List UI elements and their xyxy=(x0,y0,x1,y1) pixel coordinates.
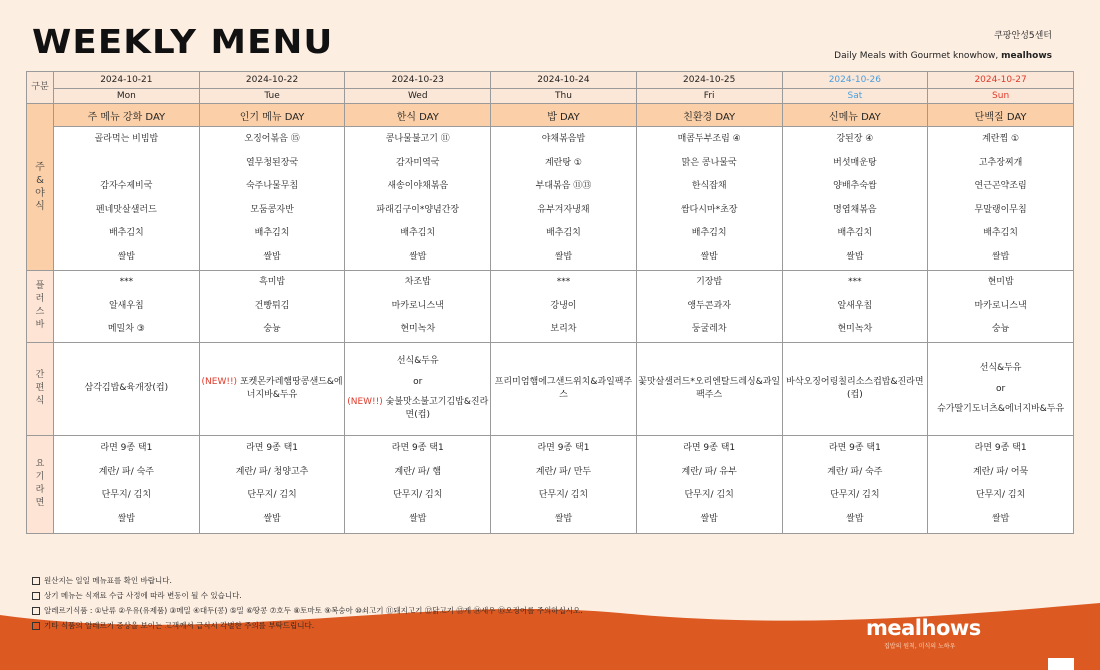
ramen-item: 라면 9종 택1 xyxy=(537,443,590,453)
plus-cell xyxy=(491,271,637,343)
row-label-char: 주 xyxy=(35,162,45,173)
main-item: 배추김치 xyxy=(837,228,873,238)
day-cell: Wed xyxy=(345,89,491,104)
snack-item: or xyxy=(996,383,1006,394)
plus-item: 차조밥 xyxy=(404,277,431,287)
main-cell xyxy=(54,127,200,271)
ramen-item: 쌀밥 xyxy=(409,513,427,524)
main-item: 버섯매운탕 xyxy=(833,157,877,168)
logo-meal: meal xyxy=(866,616,922,640)
plus-item: *** xyxy=(119,277,134,287)
footer-note xyxy=(32,603,583,618)
ramen-cell xyxy=(636,435,782,533)
main-item: 콩나물불고기 ⑪ xyxy=(385,134,450,144)
main-item: 모둠콩자반 xyxy=(250,204,294,215)
ramen-item: 단무지/ 김치 xyxy=(684,490,734,500)
plus-item: 알새우칩 xyxy=(837,300,873,311)
snack-item: 선식&두유 xyxy=(979,362,1022,373)
date-cell: 2024-10-25 xyxy=(636,72,782,89)
snack-cell xyxy=(636,342,782,435)
checkbox-icon xyxy=(32,592,40,600)
checkbox-icon xyxy=(32,607,40,615)
weekly-menu-table xyxy=(26,71,1074,534)
main-item: 쌈다시마*초장 xyxy=(680,204,738,215)
ramen-item: 계란/ 파/ 숙주 xyxy=(827,466,883,477)
main-item: 쌀밥 xyxy=(117,251,136,262)
main-item: 배추김치 xyxy=(691,228,727,238)
main-cell xyxy=(491,127,637,271)
plus-item: 숭늉 xyxy=(991,324,1010,334)
main-item: 고추장찌개 xyxy=(978,157,1023,168)
day-cell: Tue xyxy=(199,89,345,104)
plus-cell xyxy=(345,271,491,343)
snack-item: 프리미엄햄에그샌드위치&과일팩주스 xyxy=(494,376,633,400)
ramen-item: 라면 9종 택1 xyxy=(683,443,736,453)
ramen-item: 라면 9종 택1 xyxy=(974,443,1027,453)
theme-cell: 단백질 DAY xyxy=(928,104,1074,127)
main-item: 골라먹는 비빔밥 xyxy=(94,134,159,144)
brand-subtitle xyxy=(834,46,1052,66)
main-item: 야채볶음밥 xyxy=(541,134,586,144)
ramen-item: 단무지/ 김치 xyxy=(538,490,589,500)
ramen-cell xyxy=(199,435,345,533)
row-label-plus xyxy=(27,271,54,343)
theme-cell: 밥 DAY xyxy=(491,104,637,127)
main-item: 감자미역국 xyxy=(396,157,440,168)
main-cell xyxy=(345,127,491,271)
main-cell xyxy=(928,127,1074,271)
snack-cell xyxy=(345,342,491,435)
row-label-char: 바 xyxy=(35,320,45,331)
row-label-char: 스 xyxy=(35,307,45,318)
snack-item: (NEW!!) 숯불맛소불고기김밥&진라면(컵) xyxy=(347,397,489,420)
main-item: 쌀밥 xyxy=(700,251,718,262)
row-label-char: 기 xyxy=(35,472,45,482)
day-cell: Sun xyxy=(928,89,1074,104)
snack-cell xyxy=(54,342,200,435)
ramen-cell xyxy=(54,435,200,533)
plus-item: 앵두콘과자 xyxy=(687,300,731,311)
plus-item: 마카로니스낵 xyxy=(974,300,1027,311)
plus-cell xyxy=(782,271,928,343)
row-label-char: 플 xyxy=(35,281,45,292)
ramen-item: 계란/ 파/ 어묵 xyxy=(972,466,1029,477)
row-label-char: 식 xyxy=(35,396,45,406)
snack-cell xyxy=(782,342,928,435)
plus-item: 숭늉 xyxy=(263,324,281,334)
date-cell: 2024-10-26 xyxy=(782,72,928,89)
main-item: 펜네맛살샐러드 xyxy=(95,204,157,215)
ramen-item: 단무지/ 김치 xyxy=(393,490,443,500)
main-item: 연근곤약조림 xyxy=(974,181,1027,191)
day-cell: Sat xyxy=(782,89,928,104)
main-item: 파래김구이*양념간장 xyxy=(376,204,460,215)
main-item: 부대볶음 ⑪⑬ xyxy=(535,181,592,191)
snack-item: 슈가딸기도너츠&에너지바&두유 xyxy=(937,403,1065,414)
snack-item: 선식&두유 xyxy=(396,356,439,366)
ramen-item: 쌀밥 xyxy=(846,513,864,524)
page-title: WEEKLY MENU xyxy=(32,22,334,61)
new-badge: (NEW!!) xyxy=(201,376,238,387)
footer-note-text: 원산지는 일일 메뉴표를 확인 바랍니다. xyxy=(44,576,172,585)
ramen-cell xyxy=(928,435,1074,533)
theme-cell: 인기 메뉴 DAY xyxy=(199,104,345,127)
date-cell: 2024-10-22 xyxy=(199,72,345,89)
main-cell xyxy=(636,127,782,271)
theme-cell: 친환경 DAY xyxy=(636,104,782,127)
footer-note xyxy=(32,618,583,633)
theme-cell: 주 메뉴 강화 DAY xyxy=(54,104,200,127)
snack-cell xyxy=(491,342,637,435)
plus-item: 보리차 xyxy=(550,324,577,334)
new-badge: (NEW!!) xyxy=(347,397,383,407)
main-item: 한식잡채 xyxy=(691,181,727,191)
ramen-item: 쌀밥 xyxy=(991,513,1010,524)
main-item: 새송이야채볶음 xyxy=(387,181,449,191)
plus-cell xyxy=(54,271,200,343)
ramen-item: 계란/ 파/ 만두 xyxy=(535,466,592,477)
brand-header xyxy=(834,26,1052,66)
snack-cell xyxy=(199,342,345,435)
plus-item: 둥굴레차 xyxy=(691,324,727,334)
ramen-item: 라면 9종 택1 xyxy=(828,443,881,453)
snack-item: or xyxy=(413,377,423,387)
snack-item: 바삭오징어링칠리소스컵밥&진라면(컵) xyxy=(786,376,924,400)
main-item: 오징어볶음 ⑮ xyxy=(244,134,300,144)
row-label-char: 식 xyxy=(35,201,45,212)
day-cell: Thu xyxy=(491,89,637,104)
plus-item: 현미녹차 xyxy=(400,324,436,334)
main-item: 감자수제비국 xyxy=(100,181,153,191)
snack-item: (NEW!!) 포켓몬카레햄땅콩샌드&에너지바&두유 xyxy=(201,376,343,400)
day-cell: Mon xyxy=(54,89,200,104)
ramen-item: 라면 9종 택1 xyxy=(246,443,299,453)
snack-item: 삼각김밥&육개장(컵) xyxy=(84,383,169,393)
row-label-char: 야 xyxy=(35,188,45,199)
plus-item: 흑미밥 xyxy=(259,277,286,287)
main-item: 무말랭이무침 xyxy=(974,204,1027,215)
main-item: 숙주나물무침 xyxy=(245,181,299,191)
row-label-char: 편 xyxy=(35,383,45,393)
row-label-char: 라 xyxy=(35,485,45,495)
ramen-item: 쌀밥 xyxy=(700,513,718,524)
main-cell xyxy=(199,127,345,271)
plus-item: 현미녹차 xyxy=(837,324,873,334)
footer-note-text: 상기 메뉴는 식재료 수급 사정에 따라 변동이 될 수 있습니다. xyxy=(44,591,242,600)
ramen-item: 계란/ 파/ 유부 xyxy=(681,466,737,477)
snack-item: 꽃맛살샐러드*오리엔탈드레싱&과일팩주스 xyxy=(638,376,781,400)
plus-cell xyxy=(928,271,1074,343)
main-item: 유부겨자냉채 xyxy=(537,204,590,215)
ramen-item: 쌀밥 xyxy=(554,513,573,524)
main-item: 쌀밥 xyxy=(263,251,281,262)
main-item: 배추김치 xyxy=(254,228,290,238)
logo-hows: hows xyxy=(921,616,981,640)
checkbox-icon xyxy=(32,577,40,585)
date-cell: 2024-10-24 xyxy=(491,72,637,89)
corner-tab xyxy=(1048,658,1074,670)
row-label-char: & xyxy=(36,175,44,186)
main-cell xyxy=(782,127,928,271)
row-label-snack xyxy=(27,342,54,435)
row-label-char: 간 xyxy=(35,370,45,380)
plus-cell xyxy=(199,271,345,343)
footer-notes xyxy=(32,573,583,633)
main-item: 매콤두부조림 ④ xyxy=(677,134,741,144)
ramen-item: 라면 9종 택1 xyxy=(391,443,444,453)
ramen-cell xyxy=(345,435,491,533)
footer-note xyxy=(32,573,583,588)
ramen-item: 단무지/ 김치 xyxy=(101,490,152,500)
main-item: 쌀밥 xyxy=(846,251,864,262)
plus-item: 현미밥 xyxy=(987,277,1014,287)
snack-cell xyxy=(928,342,1074,435)
theme-cell: 신메뉴 DAY xyxy=(782,104,928,127)
main-item: 배추김치 xyxy=(983,228,1018,238)
plus-item: 강냉이 xyxy=(550,300,577,311)
main-item: 쌀밥 xyxy=(409,251,427,262)
main-item: 양배추숙쌈 xyxy=(833,181,877,191)
theme-cell: 한식 DAY xyxy=(345,104,491,127)
date-cell: 2024-10-23 xyxy=(345,72,491,89)
ramen-item: 단무지/ 김치 xyxy=(830,490,880,500)
footer-note xyxy=(32,588,583,603)
plus-item: 마카로니스낵 xyxy=(391,300,444,311)
main-item: 명엽채볶음 xyxy=(833,204,877,215)
ramen-item: 쌀밥 xyxy=(117,513,136,524)
mealhows-logo xyxy=(866,616,981,640)
checkbox-icon xyxy=(32,622,40,630)
date-cell: 2024-10-21 xyxy=(54,72,200,89)
ramen-item: 단무지/ 김치 xyxy=(247,490,297,500)
row-label-ramen xyxy=(27,435,54,533)
main-item: 배추김치 xyxy=(400,228,436,238)
plus-item: 메밀차 ③ xyxy=(107,324,145,334)
main-item: 쌀밥 xyxy=(991,251,1010,262)
footer-note-text: 기타 식품의 알레르기 증상을 보이는 고객께서 급식시 각별한 주의를 부탁드립니다. xyxy=(44,621,315,630)
ramen-item: 단무지/ 김치 xyxy=(975,490,1026,500)
main-item: 맑은 콩나물국 xyxy=(681,157,737,168)
subtitle-text: Daily Meals with Gourmet knowhow, xyxy=(834,51,1002,61)
header-gubun: 구분 xyxy=(27,72,54,104)
main-item: 강된장 ④ xyxy=(836,134,874,144)
main-item: 쌀밥 xyxy=(554,251,573,262)
ramen-item: 계란/ 파/ 청양고추 xyxy=(235,466,309,477)
main-item: 계란찜 ① xyxy=(982,134,1020,144)
plus-item: *** xyxy=(848,277,862,287)
main-item: 배추김치 xyxy=(546,228,581,238)
plus-item: *** xyxy=(556,277,571,287)
row-label-char: 면 xyxy=(35,498,45,508)
ramen-item: 계란/ 파/ 숙주 xyxy=(98,466,154,477)
ramen-item: 라면 9종 택1 xyxy=(100,443,153,453)
ramen-item: 쌀밥 xyxy=(263,513,281,524)
day-cell: Fri xyxy=(636,89,782,104)
footer-note-text: 알레르기식품 : ①난류 ②우유(유제품) ③메밀 ④대두(콩) ⑤밀 ⑥땅콩 ⑦호두 ⑧토마토 ⑨복숭아 ⑩쇠고기 ⑪돼지고기 ⑫닭고기 ⑬게 ⑭새우 ⑮오징어를 주의하십시오. xyxy=(44,606,583,615)
ramen-item: 계란/ 파/ 햄 xyxy=(394,466,442,477)
ramen-cell xyxy=(491,435,637,533)
center-name: 쿠팡안성5센터 xyxy=(994,31,1052,41)
date-cell: 2024-10-27 xyxy=(928,72,1074,89)
main-item: 배추김치 xyxy=(108,228,144,238)
row-label-main xyxy=(27,104,54,271)
ramen-cell xyxy=(782,435,928,533)
row-label-char: 러 xyxy=(35,294,45,305)
logo-tagline: 집밥의 원칙, 미식의 노하우 xyxy=(884,643,956,650)
plus-item: 기장밥 xyxy=(696,277,723,287)
subtitle-brand: mealhows xyxy=(1001,51,1052,61)
main-item: 계란탕 ① xyxy=(544,157,582,168)
plus-item: 건빵튀김 xyxy=(254,300,290,311)
row-label-char: 요 xyxy=(35,459,45,469)
plus-cell xyxy=(636,271,782,343)
main-item xyxy=(54,152,199,176)
main-item: 열무청된장국 xyxy=(245,157,299,168)
plus-item: 알새우칩 xyxy=(108,300,144,311)
